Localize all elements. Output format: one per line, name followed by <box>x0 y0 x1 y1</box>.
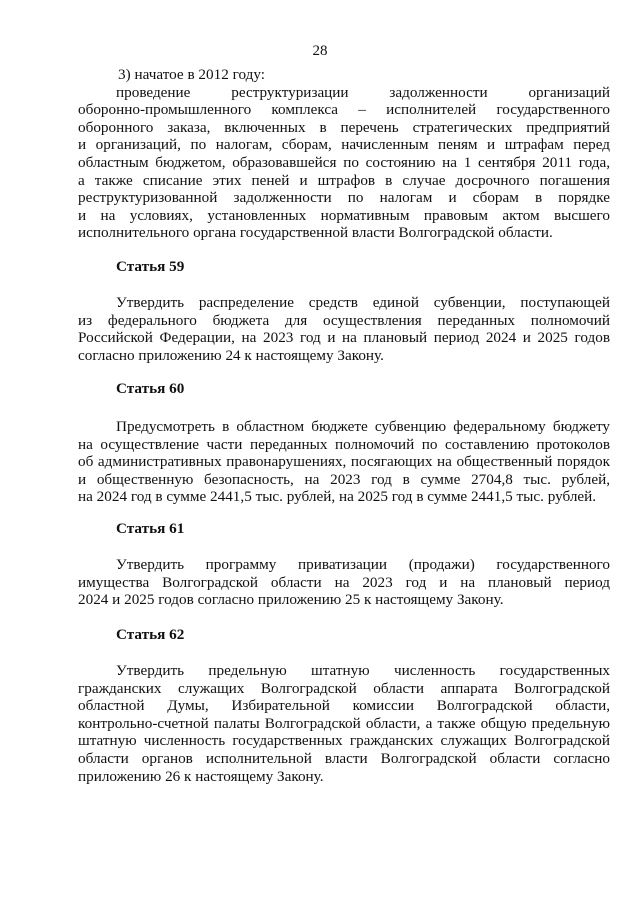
article-line: области органов исполнительной власти Волгоградской области согласно <box>78 749 610 767</box>
article-line: на 2024 год в сумме 2441,5 тыс. рублей, на 2025 год в сумме 2441,5 тыс. рублей. <box>78 488 597 506</box>
article-line: Утвердить распределение средств единой субвенции, поступающей <box>116 294 610 311</box>
article-line: 2024 и 2025 годов согласно приложению 25 к настоящему Закону. <box>78 591 504 609</box>
article-line: об административных правонарушениях, посягающих на общественный порядок <box>78 453 610 471</box>
intro-line: оборонного заказа, включенных в перечень стратегических предприятий <box>78 118 610 136</box>
intro-lead: 3) начатое в 2012 году: <box>118 66 265 83</box>
intro-line: и организаций, по налогам, сборам, начисленным пеням и штрафам перед <box>78 136 610 154</box>
intro-line: проведение реструктуризации задолженности организаций <box>116 83 610 101</box>
article-line: штатную численность государственных гражданских служащих Волгоградской <box>78 732 610 750</box>
page-number: 28 <box>312 43 328 59</box>
intro-line: и на условиях, установленных нормативным правовым актом высшего <box>78 206 610 224</box>
article-line: согласно приложению 24 к настоящему Закону. <box>78 346 384 364</box>
intro-block <box>78 66 610 242</box>
article-line: имущества Волгоградской области на 2023 год и на плановый период <box>78 573 610 591</box>
article-59-text <box>78 294 610 364</box>
article-heading-59: Статья 59 <box>116 258 185 275</box>
article-line: на осуществление части переданных полномочий по составлению протоколов <box>78 435 610 453</box>
article-line: областной Думы, Избирательной комиссии Волгоградской области, <box>78 697 610 715</box>
intro-line: оборонно-промышленного комплекса – исполнителей государственного <box>78 101 610 119</box>
intro-line: областным бюджетом, образовавшейся по состоянию на 1 сентября 2011 года, <box>78 153 610 171</box>
article-line: Российской Федерации, на 2023 год и на плановый период 2024 и 2025 годов <box>78 329 610 347</box>
article-line: и общественную безопасность, на 2023 год в сумме 2704,8 тыс. рублей, <box>78 470 610 488</box>
article-62-text <box>78 662 610 785</box>
article-heading-60: Статья 60 <box>116 380 185 397</box>
article-line: из федерального бюджета для осуществления переданных полномочий <box>78 311 610 329</box>
scan-artifact <box>346 0 426 3</box>
article-line: приложению 26 к настоящему Закону. <box>78 767 324 785</box>
article-line: Предусмотреть в областном бюджете субвенцию федеральному бюджету <box>116 418 610 435</box>
intro-line: исполнительного органа государственной власти Волгоградской области. <box>78 224 553 242</box>
article-line: Утвердить программу приватизации (продажи) государственного <box>116 556 610 573</box>
intro-line: реструктуризованной задолженности по налогам и сборам в порядке <box>78 189 610 207</box>
article-line: Утвердить предельную штатную численность государственных <box>116 662 610 679</box>
article-heading-62: Статья 62 <box>116 626 185 643</box>
article-heading-61: Статья 61 <box>116 520 185 537</box>
article-line: гражданских служащих Волгоградской области аппарата Волгоградской <box>78 679 610 697</box>
article-line: контрольно-счетной палаты Волгоградской области, а также общую предельную <box>78 714 610 732</box>
article-61-text <box>78 556 610 609</box>
article-60-text <box>78 418 610 506</box>
intro-line: а также списание этих пеней и штрафов в случае досрочного погашения <box>78 171 610 189</box>
